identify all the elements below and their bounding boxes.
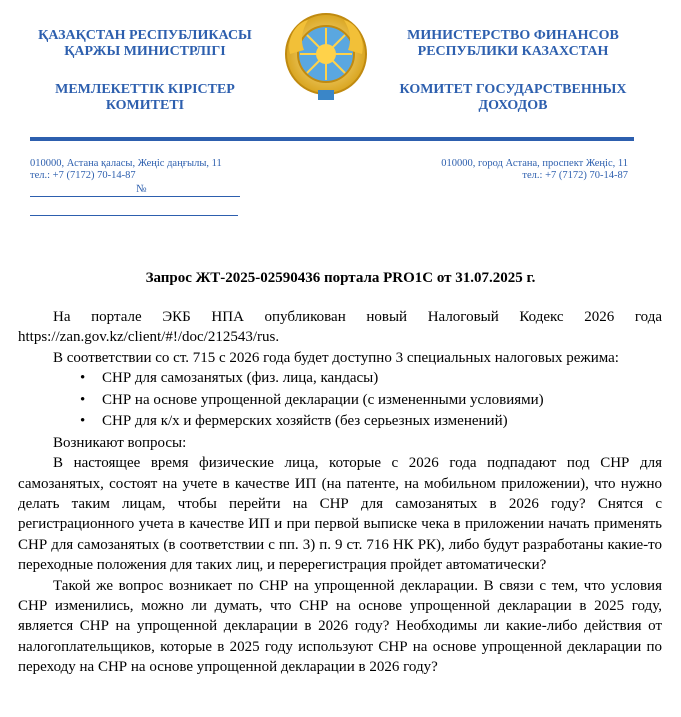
paragraph-4: В настоящее время физические лица, которые с 2026 года подпадают под СНР для самозанятых, состоят на учете в качестве ИП (на патенте, на мобильном приложении), что нужно делать таким лицам, чтобы перейти на СНР для самозанятых в 2026 году? Снятся с регистрационного учета в качестве ИП и при первой выписке чека в приложении начать применять СНР для самозанятых (в соответствии с пп. 3) п. 9 ст. 716 НК РК), либо будут разработаны какие-то переходные положения для таких лиц, и перерегистрация пройдет автоматически? [18, 455, 662, 574]
list-item: • СНР на основе упрощенной декларации (с измененными условиями) [18, 390, 662, 412]
bullet-icon: • [80, 370, 86, 387]
address-left [30, 158, 222, 182]
address-right-phone: тел.: +7 (7172) 70-14-87 [522, 170, 628, 181]
paragraph-5: Такой же вопрос возникает по СНР на упрощенной декларации. В связи с тем, что условия СНР изменились, можно ли думать, что СНР на основе упрощенной декларации в 2025 году, является СНР на упрощенной декларации в 2026 году? Необходимы ли какие-либо действия от налогоплательщиков, которые в 2025 году используют СНР на основе упрощенной декларации по переходу на СНР на основе упрощенной декларации в 2026 году? [18, 577, 662, 676]
address-right [380, 158, 628, 182]
header-right-line2: РЕСПУБЛИКИ КАЗАХСТАН [417, 44, 609, 59]
document-body [18, 307, 662, 678]
registration-line-2 [30, 203, 238, 216]
regime-list [18, 368, 662, 433]
header-right-line1: МИНИСТЕРСТВО ФИНАНСОВ [407, 28, 619, 43]
list-item: • СНР для самозанятых (физ. лица, кандасы) [18, 368, 662, 390]
header-right-org2: ДОХОДОВ [478, 98, 548, 113]
list-item: • СНР для к/х и фермерских хозяйств (без серьезных изменений) [18, 411, 662, 433]
bullet-icon: • [80, 391, 86, 408]
header-divider [30, 137, 634, 141]
bullet-icon: • [80, 413, 86, 430]
paragraph-3: Возникают вопросы: [53, 434, 187, 451]
address-left-phone: тел.: +7 (7172) 70-14-87 [30, 170, 136, 181]
header-right-ru [388, 28, 638, 114]
header-left-line2: ҚАРЖЫ МИНИСТРЛІГІ [64, 44, 226, 59]
registration-number-sign: № [133, 183, 150, 195]
header-left-kz [20, 28, 270, 114]
address-left-line1: 010000, Астана қаласы, Жеңіс даңғылы, 11 [30, 158, 222, 169]
header-left-org1: МЕМЛЕКЕТТІК КІРІСТЕР [55, 82, 235, 97]
paragraph-1: На портале ЭКБ НПА опубликован новый Налоговый Кодекс 2026 года https://zan.gov.kz/client/#!/doc/212543/rus. [18, 309, 662, 346]
address-right-line1: 010000, город Астана, проспект Жеңіс, 11 [441, 158, 628, 169]
header-left-line1: ҚАЗАҚСТАН РЕСПУБЛИКАСЫ [38, 28, 252, 43]
paragraph-2: В соответствии со ст. 715 с 2026 года будет доступно 3 специальных налоговых режима: [53, 349, 619, 366]
document-title: Запрос ЖТ-2025-02590436 портала PRO1C от 31.07.2025 г. [145, 270, 536, 286]
header-left-org2: КОМИТЕТІ [105, 98, 185, 113]
header-right-org1: КОМИТЕТ ГОСУДАРСТВЕННЫХ [399, 82, 627, 97]
state-emblem-icon [276, 6, 376, 106]
